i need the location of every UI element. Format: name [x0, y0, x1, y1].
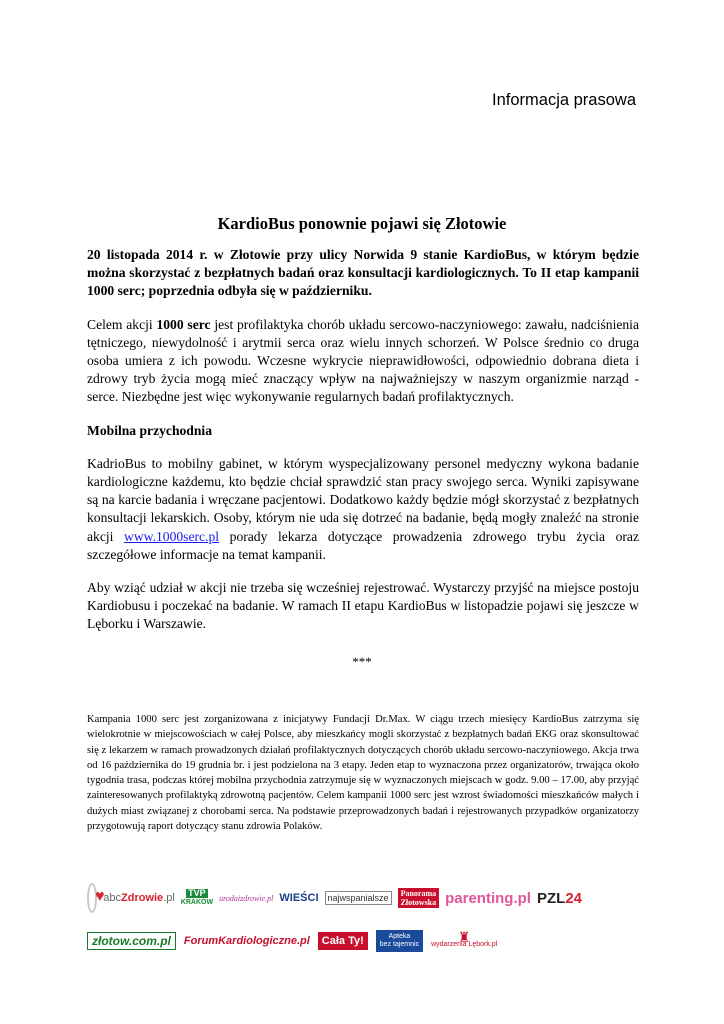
section-separator: *** — [352, 654, 372, 669]
panorama-line1: Panorama — [400, 889, 437, 898]
tvp-krakow-logo — [181, 889, 213, 907]
apteka-bez-tajemnic-logo — [376, 930, 423, 952]
partner-logos-row-2 — [87, 927, 497, 955]
apteka-line2: bez tajemnic — [379, 941, 420, 948]
campaign-website-link[interactable]: www.1000serc.pl — [124, 528, 220, 544]
abc-suffix: .pl — [163, 892, 175, 904]
lebork-text: wydarzenia Lębork.pl — [431, 941, 498, 948]
paragraph-mobile-clinic-end: porady lekarza dotyczące prowadzenia zdrowego trybu życia oraz szczegółowe informacje na temat kampanii. — [87, 528, 639, 562]
paragraph-goal — [87, 316, 639, 407]
paragraph-participation: Aby wziąć udział w akcji nie trzeba się wcześniej rejestrować. Wystarczy przyjść na miejsce postoju Kardiobusu i poczekać na badanie. W ramach II etapu KardioBus w listopadzie pojawi się jeszcze w Lęborku i Warszawie. — [87, 580, 639, 632]
paragraph-goal-text: jest profilaktyka chorób układu sercowo-naczyniowego: zawału, nadciśnienia tętniczego, niewydolność i arytmii serca oraz wielu innych schorzeń. W Polsce średnio co druga osoba umiera z ich powodu. Wczesne wykrycie nieprawidłowości, odpowiednio dobrana dieta i zdrowy tryb życia mogą mieć znaczący wpływ na najważniejszy w naszym organizmie narząd - serce. Niezbędne jest więc wykonywanie regularnych badań profilaktycznych. — [87, 316, 639, 405]
cala-ty-logo: Cała Ty! — [318, 932, 368, 950]
section-heading-mobile-clinic: Mobilna przychodnia — [87, 422, 213, 438]
tvp-box: TVP — [188, 888, 206, 898]
abczdrowie-logo — [103, 892, 175, 904]
zlotow-logo: złotow.com.pl — [87, 932, 176, 950]
lead-paragraph: 20 listopada 2014 r. w Złotowie przy ulicy Norwida 9 stanie KardioBus, w którym będzie można skorzystać z bezpłatnych badań oraz konsultacji kardiologicznych. To II etap kampanii 1000 serc; poprzednia odbyła się w październiku. — [87, 247, 639, 299]
urodaizdrowie-logo: urodaizdrowie.pl — [219, 893, 274, 903]
campaign-name: 1000 serc — [156, 316, 211, 332]
panorama-zlotowska-logo — [398, 888, 440, 908]
campaign-footnote: Kampania 1000 serc jest zorganizowana z inicjatywy Fundacji Dr.Max. W ciągu trzech miesięcy KardioBus zatrzyma się wielokrotnie w miejscowościach w całej Polsce, aby mieszkańcy mogli skorzystać z bezpłatnych badań EKG oraz skonsultować się z lekarzem w ramach prowadzonych działań profilaktycznych dotyczących chorób układu sercowo-naczyniowego. Akcja trwa od 16 października do 19 grudnia br. i jest podzielona na 3 etapy. Jeden etap to wyznaczona przez organizatorów, trwająca około tygodnia trasa, podczas której mobilna przychodnia zatrzymuje się w wyznaczonych miejscach w godz. 9.00 – 17.00, aby przyjąć zainteresowanych profilaktyką zdrowotną pacjentów. Celem kampanii 1000 serc jest wzrost świadomości mieszkańców małych i dużych miast związanej z chorobami serca. Na podstawie przeprowadzonych badań i rejestrowanych przypadków organizatorzy przygotowują raport dotyczący stanu zdrowia Polaków. — [87, 714, 639, 833]
paragraph-mobile-clinic-text: KadrioBus to mobilny gabinet, w którym wyspecjalizowany personel medyczny wykona badanie kardiologiczne każdemu, kto będzie chciał sprawdzić stan pracy swojego serca. Wyniki zapisywane są na karcie badania i wręczane pacjentowi. Dodatkowo każdy będzie mógł skorzystać z bezpłatnych konsultacji lekarskich. Osoby, którym nie uda się dotrzeć na badanie, będą mogły znaleźć na stronie akcji — [87, 455, 639, 544]
foundation-heart-logo — [87, 883, 97, 913]
pzl24-logo — [537, 890, 582, 907]
partner-logos-row-1 — [87, 880, 582, 916]
press-release-label: Informacja prasowa — [492, 91, 636, 109]
pzl-number: 24 — [565, 889, 582, 907]
paragraph-mobile-clinic — [87, 455, 639, 564]
apteka-line1: Apteka — [388, 933, 411, 940]
article-title: KardioBus ponownie pojawi się Złotowie — [217, 214, 507, 233]
tvp-city: KRAKÓW — [180, 899, 214, 906]
parenting-logo: parenting.pl — [445, 889, 531, 907]
wydarzenia-lebork-logo — [431, 929, 498, 949]
wiesci-logo: WIEŚCI — [279, 892, 319, 904]
forum-kardiologiczne-logo: ForumKardiologiczne.pl — [183, 935, 310, 947]
article-body — [87, 246, 639, 649]
castle-icon: ♜ — [457, 929, 471, 945]
abc-prefix: abc — [103, 892, 121, 904]
pzl-prefix: PZL — [536, 889, 566, 907]
abc-brand: Zdrowie — [121, 892, 164, 904]
najwspanialsze-logo: najwspanialsze — [325, 891, 392, 905]
panorama-line2: Złotowska — [400, 898, 437, 907]
paragraph-goal-intro: Celem akcji — [87, 316, 157, 332]
